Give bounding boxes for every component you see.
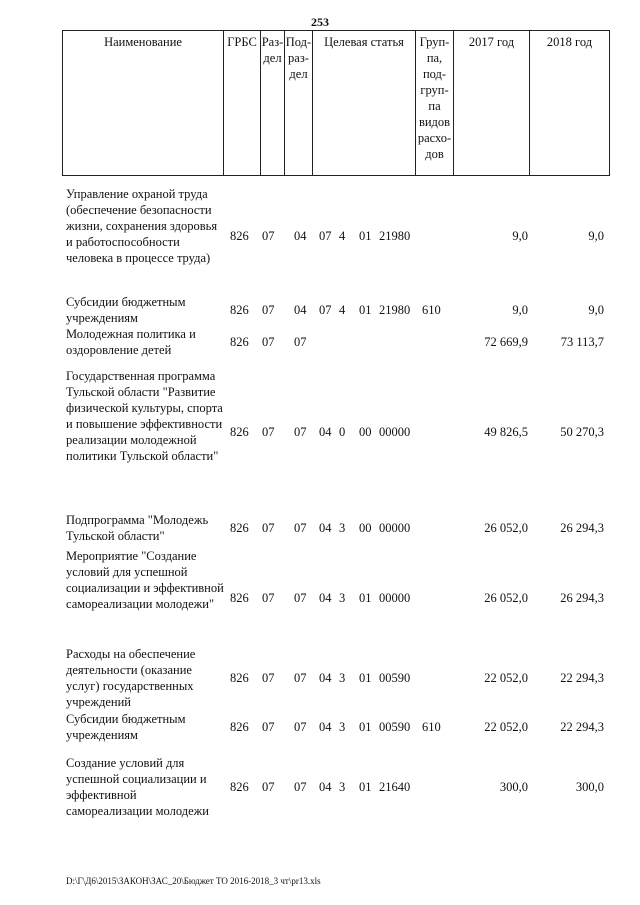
header-name: Наименование: [104, 35, 182, 49]
row-cs-direction: 00000: [379, 591, 411, 605]
row-value-2017: 72 669,9: [484, 335, 528, 349]
row-podrazdel: 07: [294, 591, 307, 605]
header-razdel: Раз- дел: [260, 31, 284, 175]
row-value-2018: 300,0: [575, 780, 604, 794]
row-razdel: 07: [262, 229, 275, 243]
row-value-2017: 300,0: [499, 780, 528, 794]
row-cs-direction: 00000: [379, 521, 411, 535]
row-value-2017: 9,0: [512, 229, 528, 243]
row-cs-event: 01: [359, 229, 372, 243]
table-row: [62, 548, 610, 644]
row-vr: 610: [422, 720, 441, 734]
row-value-2018: 73 113,7: [560, 335, 604, 349]
row-grbs: 826: [230, 780, 249, 794]
row-razdel: 07: [262, 335, 275, 349]
row-podrazdel: 07: [294, 425, 307, 439]
row-vr: 610: [422, 303, 441, 317]
row-value-2017: 22 052,0: [484, 671, 528, 685]
header-gruppa-vidov: Груп- па, под- груп- па видов расхо- дов: [415, 31, 453, 175]
row-podrazdel: 07: [294, 720, 307, 734]
row-razdel: 07: [262, 303, 275, 317]
row-razdel: 07: [262, 780, 275, 794]
row-value-2018: 22 294,3: [560, 720, 604, 734]
row-value-2017: 49 826,5: [484, 425, 528, 439]
row-razdel: 07: [262, 425, 275, 439]
row-cs-program: 04: [319, 425, 332, 439]
row-cs-event: 01: [359, 720, 372, 734]
row-value-2017: 9,0: [512, 303, 528, 317]
row-cs-program: 04: [319, 720, 332, 734]
table-row: [62, 646, 610, 710]
row-cs-direction: 21640: [379, 780, 411, 794]
row-podrazdel: 04: [294, 303, 307, 317]
row-cs-event: 01: [359, 780, 372, 794]
row-name: Подпрограмма "Молодежь Тульской области": [66, 513, 209, 543]
row-razdel: 07: [262, 671, 275, 685]
row-cs-program: 04: [319, 521, 332, 535]
row-grbs: 826: [230, 521, 249, 535]
header-podrazdel: Под- раз- дел: [284, 31, 312, 175]
row-podrazdel: 04: [294, 229, 307, 243]
row-name: Управление охраной труда (обеспечение безопасности жизни, сохранения здоровья и работоспособности человека в процессе труда): [66, 187, 218, 265]
row-cs-subprogram: 3: [339, 720, 346, 734]
row-podrazdel: 07: [294, 521, 307, 535]
row-value-2017: 22 052,0: [484, 720, 528, 734]
row-grbs: 826: [230, 591, 249, 605]
row-grbs: 826: [230, 335, 249, 349]
header-grbs: ГРБС: [223, 31, 260, 175]
table-row: [62, 512, 610, 544]
row-name: Субсидии бюджетным учреждениям: [66, 712, 186, 742]
row-cs-subprogram: 3: [339, 780, 346, 794]
row-value-2018: 9,0: [588, 303, 604, 317]
table-row: [62, 294, 610, 326]
row-name: Мероприятие "Создание условий для успешной социализации и эффективной самореализации молодежи": [66, 549, 224, 611]
table-header: [62, 30, 610, 176]
row-razdel: 07: [262, 591, 275, 605]
table-row: [62, 326, 610, 358]
table-row: [62, 711, 610, 743]
row-cs-subprogram: 4: [339, 303, 346, 317]
header-year-2017: 2017 год: [453, 31, 529, 175]
row-cs-subprogram: 3: [339, 591, 346, 605]
row-cs-direction: 21980: [379, 229, 411, 243]
row-cs-event: 01: [359, 303, 372, 317]
row-cs-subprogram: 3: [339, 671, 346, 685]
row-cs-direction: 00590: [379, 671, 411, 685]
table-row: [62, 186, 610, 282]
row-razdel: 07: [262, 521, 275, 535]
row-cs-program: 04: [319, 591, 332, 605]
header-celevaya-statya: Целевая статья: [312, 31, 415, 175]
row-name: Субсидии бюджетным учреждениям: [66, 295, 186, 325]
table-row: [62, 368, 610, 498]
row-cs-program: 04: [319, 780, 332, 794]
row-name: Молодежная политика и оздоровление детей: [66, 327, 196, 357]
row-cs-event: 01: [359, 671, 372, 685]
row-cs-subprogram: 4: [339, 229, 346, 243]
row-podrazdel: 07: [294, 671, 307, 685]
row-podrazdel: 07: [294, 780, 307, 794]
row-value-2018: 26 294,3: [560, 521, 604, 535]
row-grbs: 826: [230, 720, 249, 734]
row-cs-subprogram: 3: [339, 521, 346, 535]
row-cs-program: 07: [319, 303, 332, 317]
row-value-2017: 26 052,0: [484, 521, 528, 535]
row-grbs: 826: [230, 425, 249, 439]
file-path-footer: D:\Г\Д6\2015\ЗАКОН\ЗАС_20\Бюджет ТО 2016-2018_3 чт\pr13.xls: [66, 876, 321, 886]
row-cs-subprogram: 0: [339, 425, 346, 439]
row-name: Расходы на обеспечение деятельности (оказание услуг) государственных учреждений: [66, 647, 196, 709]
row-cs-program: 07: [319, 229, 332, 243]
table-row: [62, 755, 610, 819]
row-cs-event: 00: [359, 521, 372, 535]
row-grbs: 826: [230, 671, 249, 685]
row-cs-event: 01: [359, 591, 372, 605]
row-grbs: 826: [230, 229, 249, 243]
header-year-2018: 2018 год: [529, 31, 609, 175]
row-cs-program: 04: [319, 671, 332, 685]
row-cs-direction: 00000: [379, 425, 411, 439]
row-name: Создание условий для успешной социализации и эффективной самореализации молодежи: [66, 756, 209, 818]
row-cs-direction: 00590: [379, 720, 411, 734]
row-value-2018: 22 294,3: [560, 671, 604, 685]
row-value-2018: 9,0: [588, 229, 604, 243]
row-podrazdel: 07: [294, 335, 307, 349]
row-grbs: 826: [230, 303, 249, 317]
row-cs-direction: 21980: [379, 303, 411, 317]
row-razdel: 07: [262, 720, 275, 734]
row-value-2017: 26 052,0: [484, 591, 528, 605]
row-value-2018: 50 270,3: [560, 425, 604, 439]
page-number: 253: [311, 15, 329, 29]
row-name: Государственная программа Тульской области "Развитие физической культуры, спорта и повышение эффективности реализации молодежной политики Тульской области": [66, 369, 223, 463]
row-cs-event: 00: [359, 425, 372, 439]
row-value-2018: 26 294,3: [560, 591, 604, 605]
